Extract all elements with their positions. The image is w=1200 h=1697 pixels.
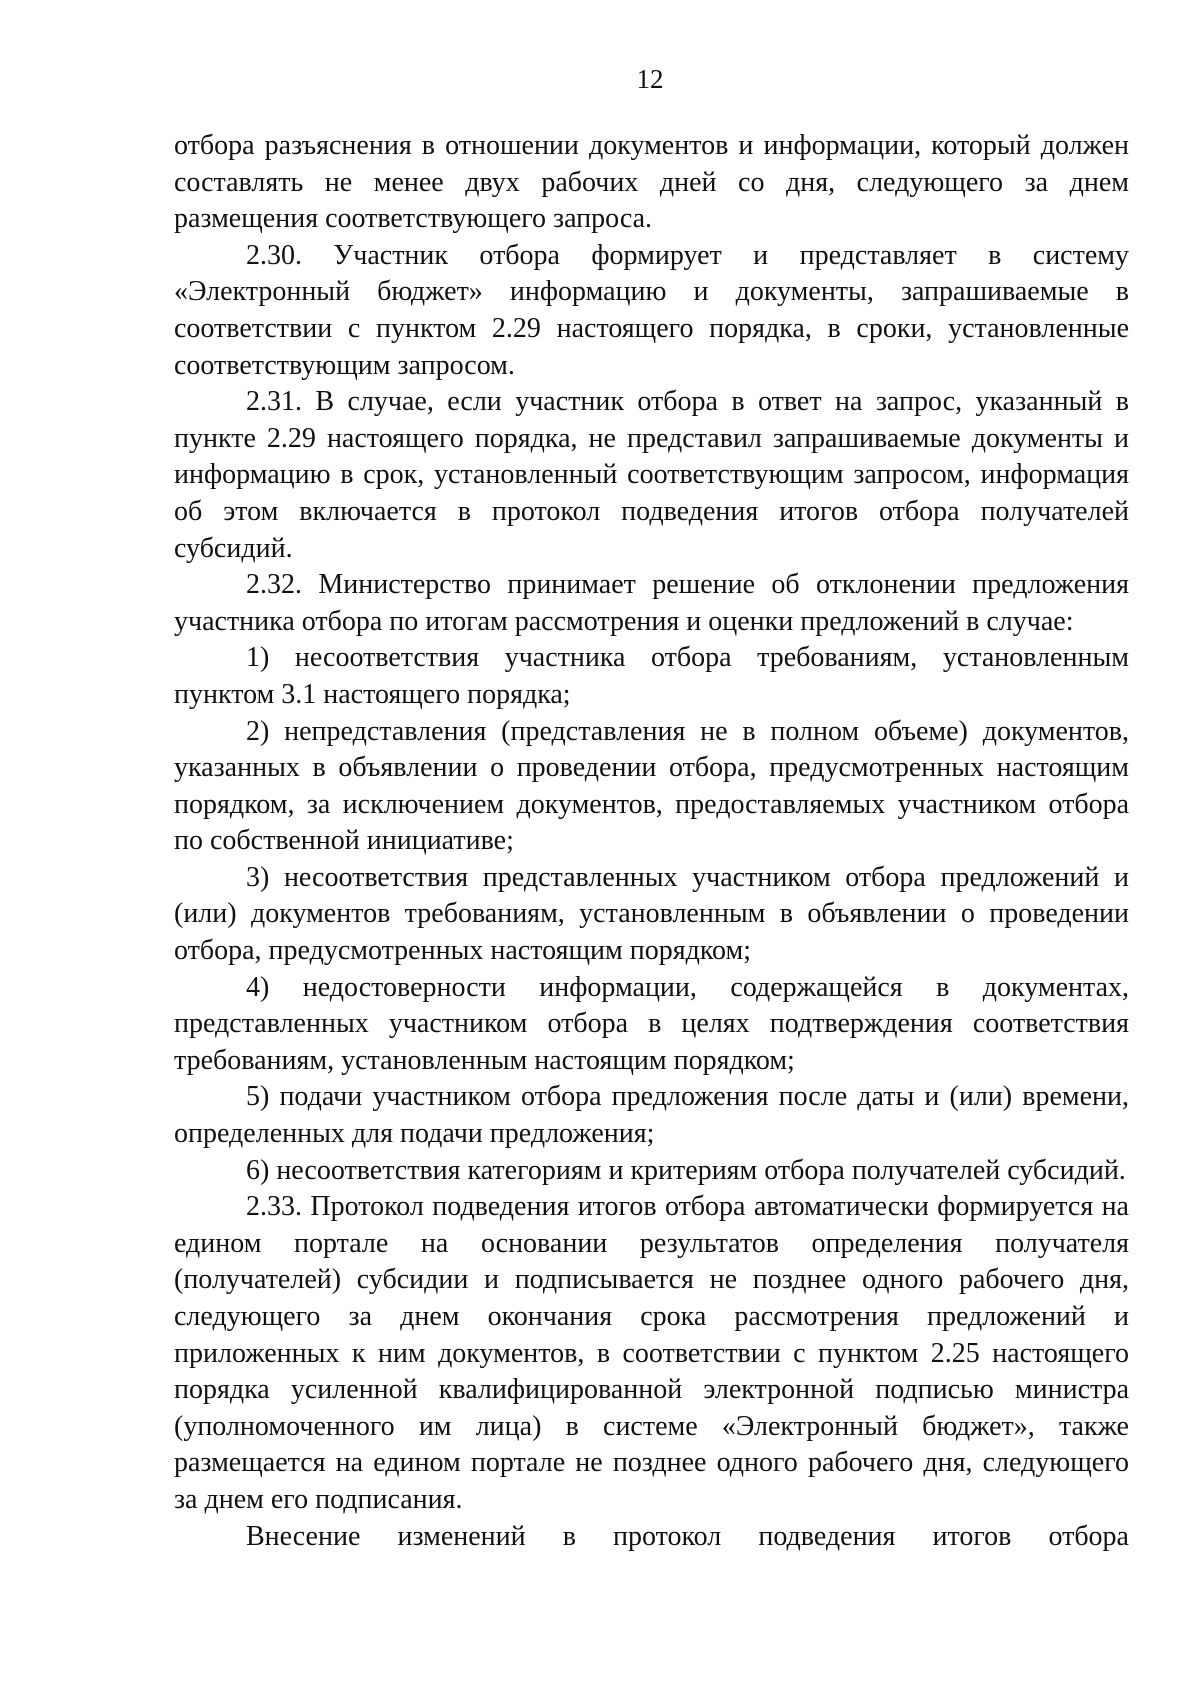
list-item-5: 5) подачи участником отбора предложения после даты и (или) времени, определенных для подачи предложения;: [174, 1081, 1129, 1150]
list-item-3: 3) несоответствия представленных участником отбора предложений и (или) документов требованиям, установленным в объявлении о проведении отбора, предусмотренных настоящим порядком;: [174, 861, 1129, 967]
list-item-2: 2) непредставления (представления не в полном объеме) документов, указанных в объявлении о проведении отбора, предусмотренных настоящим порядком, за исключением документов, предоставляемых участником отбора по собственной инициативе;: [174, 715, 1129, 857]
paragraph-2-30: 2.30. Участник отбора формирует и представляет в систему «Электронный бюджет» информацию и документы, запрашиваемые в соответствии с пунктом 2.29 настоящего порядка, в сроки, установленные соответствующим запросом.: [174, 239, 1129, 381]
paragraph-2-33: 2.33. Протокол подведения итогов отбора автоматически формируется на едином портале на основании результатов определения получателя (получателей) субсидии и подписывается не позднее одного рабочего дня, следующего за днем окончания срока рассмотрения предложений и приложенных к ним документов, в соответствии с пунктом 2.25 настоящего порядка усиленной квалифицированной электронной подписью министра (уполномоченного им лица) в системе «Электронный бюджет», также размещается на едином портале не позднее одного рабочего дня, следующего за днем его подписания.: [174, 1191, 1129, 1515]
list-item-4: 4) недостоверности информации, содержащейся в документах, представленных участником отбора в целях подтверждения соответствия требованиям, установленным настоящим порядком;: [174, 971, 1129, 1076]
list-item-1: 1) несоответствия участника отбора требованиям, установленным пунктом 3.1 настоящего порядка;: [174, 642, 1129, 710]
paragraph-continuation: отбора разъяснения в отношении документов и информации, который должен составлять не менее двух рабочих дней со дня, следующего за днем размещения соответствующего запроса.: [174, 130, 1129, 235]
paragraph-2-32: 2.32. Министерство принимает решение об отклонении предложения участника отбора по итогам рассмотрения и оценки предложений в случае:: [174, 569, 1129, 637]
document-body: [174, 128, 1129, 1555]
paragraph-2-31: 2.31. В случае, если участник отбора в ответ на запрос, указанный в пункте 2.29 настоящего порядка, не представил запрашиваемые документы и информацию в срок, установленный соответствующим запросом, информация об этом включается в протокол подведения итогов отбора получателей субсидий.: [174, 386, 1129, 564]
paragraph-amendments: Внесение изменений в протокол подведения итогов отбора: [246, 1520, 1129, 1552]
list-item-6: 6) несоответствия категориям и критериям отбора получателей субсидий.: [246, 1154, 1126, 1186]
page-number: 12: [636, 64, 664, 94]
